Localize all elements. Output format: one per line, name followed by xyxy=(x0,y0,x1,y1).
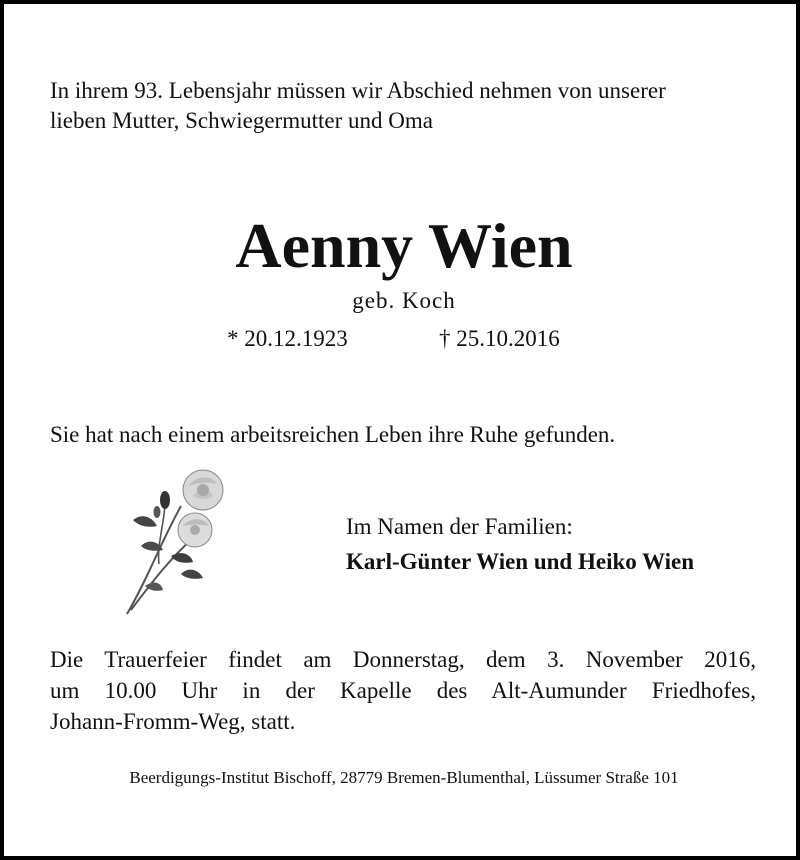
intro-line-2: lieben Mutter, Schwiegermutter und Oma xyxy=(50,108,433,133)
birth-name: geb. Koch xyxy=(352,288,456,313)
intro-text xyxy=(50,76,762,136)
intro-line-1: In ihrem 93. Lebensjahr müssen wir Abschied nehmen von unserer xyxy=(50,78,666,103)
rose-icon xyxy=(119,466,239,618)
ceremony-line-1: Die Trauerfeier findet am Donnerstag, dem 3. November 2016, xyxy=(50,647,756,672)
birth-date: * 20.12.1923 xyxy=(227,326,348,351)
family-label: Im Namen der Familien: xyxy=(346,514,573,539)
deceased-name: Aenny Wien xyxy=(235,210,573,281)
ceremony-line-3: Johann-Fromm-Weg, statt. xyxy=(50,709,296,734)
family-names: Karl-Günter Wien und Heiko Wien xyxy=(346,549,695,574)
ceremony-line-2: um 10.00 Uhr in der Kapelle des Alt-Aumunder Friedhofes, xyxy=(50,678,756,703)
rest-text: Sie hat nach einem arbeitsreichen Leben ihre Ruhe gefunden. xyxy=(50,422,616,447)
ceremony-text xyxy=(50,644,756,737)
death-date: † 25.10.2016 xyxy=(439,326,560,351)
funeral-home-footer: Beerdigungs-Institut Bischoff, 28779 Bremen-Blumenthal, Lüssumer Straße 101 xyxy=(129,768,679,787)
